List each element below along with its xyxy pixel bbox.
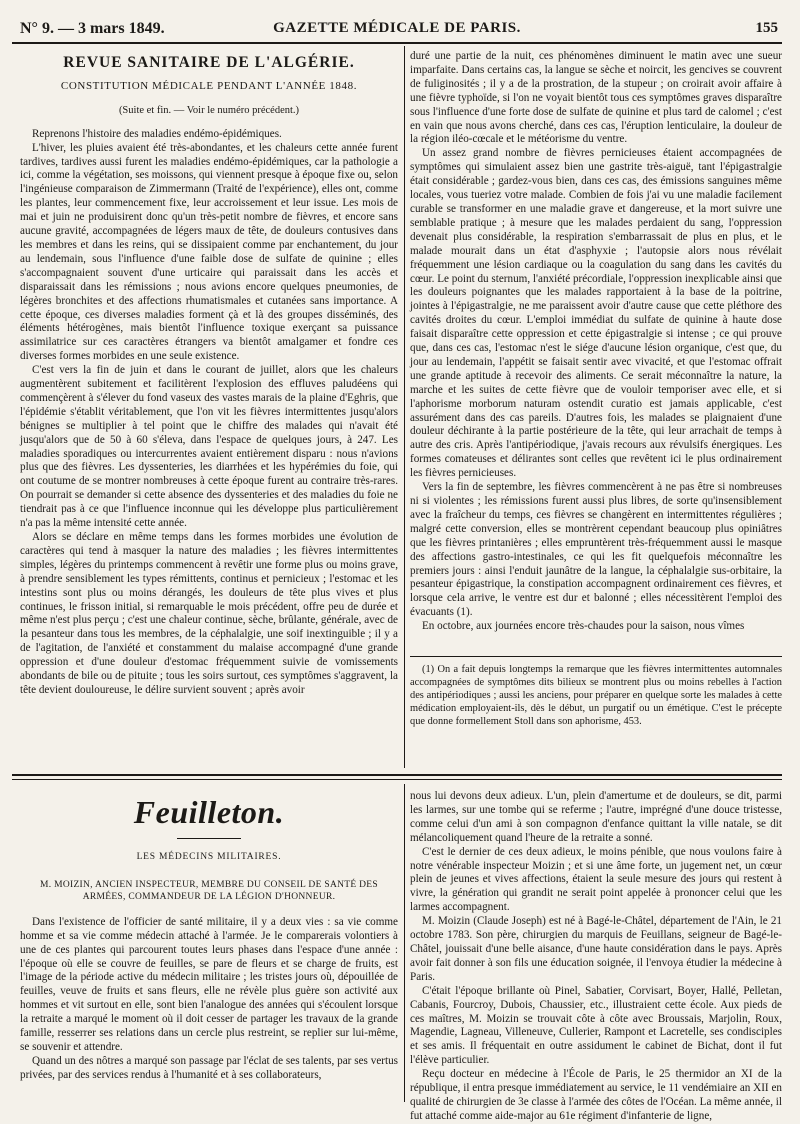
paragraph: C'est le dernier de ces deux adieux, le moins pénible, que nous voulons faire à notre vénérable inspecteur Moizin ; et si une âme forte, un jugement net, un cœur plein de jeunes et vives affections, étaient la seule mesure des jours qui restent à vivre, la génération qui grandit ne serait point appelée à prononcer celui que les larmes accompagnent. xyxy=(410,845,782,914)
paragraph: Dans l'existence de l'officier de santé militaire, il y a deux vies : sa vie comme homme et sa vie comme médecin attaché à l'armée. Je le comparerais volontiers à une de ces plantes qui parcourent toutes leurs phases dans l'espace d'une année : l'époque où elle se couvre de feuilles, se pare de fleurs et se charge de fruits, est l'image de la période active du médecin militaire ; les tristes jours où, dépouillée de feuilles, veuve de fruits et sans fleurs, elle ne révèle plus guère son activité aux hommes et vit surtout en elle, sont bien l'analogue des années qui s'écoulent lorsque la retraite a marqué le moment où il doit cesser de partager les travaux de la grande famille, resserrer ses relations dans un cercle plus restreint, se replier sur lui-même, se souvenir et attendre. xyxy=(20,915,398,1053)
article-title: REVUE SANITAIRE DE L'ALGÉRIE. xyxy=(63,54,355,71)
footnote-text: (1) On a fait depuis longtemps la remarque que les fièvres intermittentes automnales accompagnées de symptômes dits bilieux se montrent plus ou moins rebelles à l'action des antipériodiques ; aussi les anciens, pour préparer en quelque sorte les malades à cette médication employaient-ils, dès le début, un purgatif ou un émétique. C'est le précepte que donne formellement Stoll dans son aphorisme, 453. xyxy=(410,664,782,727)
column-divider xyxy=(404,46,405,768)
continuation-note: (Suite et fin. — Voir le numéro précédent.) xyxy=(118,104,300,116)
paragraph: C'était l'époque brillante où Pinel, Sabatier, Corvisart, Boyer, Hallé, Pelletan, Cabanis, Fourcroy, Dubois, Chaussier, etc., illustraient cette école. Aux pieds de ces maîtres, M. Moizin se trouvait côte à côte avec Broussais, Marjolin, Roux, Magendie, Lagneau, Villeneuve, Cullerier, Rampont et Lacretelle, ses condisciples et ses amis. Il fréquentait en outre assidument le cabinet de Bichat, dont il fut l'élève particulier. xyxy=(410,984,782,1067)
journal-title: GAZETTE MÉDICALE DE PARIS. xyxy=(273,20,521,36)
issue-number: N° 9. — 3 mars 1849. xyxy=(20,20,165,37)
paragraph: En octobre, aux journées encore très-chaudes pour la saison, nous vîmes xyxy=(422,620,745,633)
page-number: 155 xyxy=(755,20,778,36)
page-header xyxy=(12,20,782,44)
biography-heading: M. MOIZIN, ANCIEN INSPECTEUR, MEMBRE DU CONSEIL DE SANTÉ DES ARMÉES, COMMANDEUR DE LA LÉGION D'HONNEUR. xyxy=(39,879,378,903)
article-subtitle: CONSTITUTION MÉDICALE PENDANT L'ANNÉE 1848. xyxy=(60,79,358,92)
paragraph: L'hiver, les pluies avaient été très-abondantes, et les chaleurs cette année furent tardives, tardives aussi furent les maladies endémo-épidémiques, car la pathologie a ici, comme la végétation, ses moissons, qui viennent presque à époque fixe ou, selon l'ingénieuse comparaison de Zimmermann (Traité de l'expérience), elles ont, comme les plantes, leur commencement fixe, leur accroissement et leur issue. Les mois de mai et juin ne produisirent donc qu'un très-petit nombre de fièvres, et encore sans aucune gravité, accompagnées de légers maux de tête, de douleurs contusives dans les membres et dans les reins, qui se dissipaient comme par enchantement, du jour au lendemain, sous l'influence d'une faible dose de sulfate de quinine ; elles s'accompagnaient souvent d'une urticaire qui paraissait dans les accès et disparaissait dans les rémissions ; nous avions encore quelques pneumonies, de légères bronchites et des affections rhumatismales et cutanées sans importance. A cette époque, ces diverses maladies forment çà et là des groupes disséminés, des éléments hétérogènes, mais bientôt l'influence toxique exerçant sa puissance assimilatrice sur ces caractères étrangers va bientôt amalgamer et fondre ces diverses formes morbides en une seule existence. xyxy=(20,141,398,363)
feuilleton-column-1 xyxy=(20,790,398,1105)
feuilleton-rule-bottom xyxy=(12,779,782,780)
feuilleton-column-2 xyxy=(410,790,782,1122)
column-divider xyxy=(404,784,405,1102)
paragraph: Reçu docteur en médecine à l'École de Paris, le 25 thermidor an XI de la république, il entra presque immédiatement au service, le 11 vendémiaire an XII en qualité de chirurgien de 3e classe à l'armée des côtes de l'Océan. La même année, il fut attaché comme aide-major au 61e régiment d'infanterie de ligne, xyxy=(410,1068,782,1122)
paragraph: Quand un des nôtres a marqué son passage par l'éclat de ses talents, par ses vertus privées, par des services rendus à l'humanité et à ses collaborateurs, xyxy=(20,1054,398,1081)
article-column-2 xyxy=(410,50,782,640)
paragraph: Vers la fin de septembre, les fièvres commencèrent à ne pas être si nombreuses ni si violentes ; les rémissions furent aussi plus libres, de sorte qu'insensiblement avec la fraîcheur du temps, ces fièvres se changèrent en intermittentes régulières ; malgré cette conversion, elles se montrèrent cependant beaucoup plus opiniâtres que les fièvres printanières ; elles empruntèrent très-fréquemment aussi le masque des affections gastro-intestinales, ce qui les fit quelquefois méconnaître les premiers jours : ainsi l'enduit jaunâtre de la langue, la céphalalgie sus-orbitaire, la pesanteur épigastrique, la constipation accompagnent ordinairement ces fièvres, et lorsque cela arrive, le ventre est dur et balonné ; elles nécessitèrent l'emploi des évacuants (1). xyxy=(410,481,782,619)
paragraph: Reprenons l'histoire des maladies endémo-épidémiques. xyxy=(32,127,282,140)
paragraph: Un assez grand nombre de fièvres pernicieuses étaient accompagnées de symptômes qui simulaient assez bien une gastrite très-aiguë, tant l'épigastralgie était considérable ; gardez-vous bien, dans ces cas, des émissions sanguines même locales, vous tueriez votre malade. Combien de fois j'ai vu une maladie facilement curable se transformer en une maladie grave et dangereuse, et la mort suivre une semblable pratique ; à mesure que les malades perdaient du sang, l'oppression devenait plus considérable, la respiration s'embarrassait de plus en plus, et le malade mourait dans un état d'asphyxie ; l'autopsie alors nous révélait fréquemment une lésion cardiaque ou la coagulation du sang dans les cavités du cœur. Le point du sternum, l'anxiété précordiale, l'oppression inexplicable ainsi que les douleurs poignantes que les malades rapportaient à la base de la poitrine, jointes à l'épigastralgie, ne me paraissent avoir d'autre cause que cette pléthore des cavités droites du cœur. L'emploi immédiat du sulfate de quinine à haute dose faisait disparaître cette oppression et cette épigastralgie si intense ; ce qui prouve que, dans ces cas, l'estomac n'est le siége d'aucune lésion organique, c'est que, du jour au lendemain, l'appétit se faisait sentir avec vivacité, et que l'estomac offrait une grande aptitude à recevoir des aliments. Ce serait méconnaître la nature, la marche et les suites de cette fièvre que de vouloir temporiser avec elle, et si l'aphorisme morborum naturam ostendit curatio est jamais applicable, c'est assurément dans des cas pareils. D'autres fois, les malades se plaignaient d'une douleur déchirante à la partie postérieure de la tête, qui leur arrachait de temps à autre des cris. Après l'antipériodique, j'avais recours aux révulsifs énergiques. Les formes comateuses et délirantes sont celles que revêtent ici le plus ordinairement les fièvres pernicieuses. xyxy=(410,147,782,480)
paragraph: duré une partie de la nuit, ces phénomènes diminuent le matin avec une sueur imparfaite. Dans certains cas, la langue se sèche et noircit, les gencives se couvrent de fuliginosités ; il y a de la prostration, de la stupeur ; on croirait avoir affaire à une fièvre typhoïde, si l'on ne voyait bientôt tous ces symptômes graves disparaître sous l'influence d'une forte dose de sulfate de quinine et plus tard de calomel ; c'est en vain que nous avons cherché, dans ces cas, l'éruption lenticulaire, la douleur de la région iléo-cœcale et le météorisme du ventre. xyxy=(410,50,782,146)
article-column-1 xyxy=(20,50,398,696)
paragraph: C'est vers la fin de juin et dans le courant de juillet, alors que les chaleurs augmentèrent subitement et facilitèrent l'explosion des effluves paludéens qui commençèrent à s'élever du fond vaseux des vastes marais de la plaine d'Eghris, que l'épidémie s'établit véritablement, que l'on vit les fièvres intermittentes jusqu'alors bénignes se multiplier à tel point que le chiffre des malades qui n'avait été jusqu'alors que de 50 à 60 s'éleva, dans l'espace de quelques jours, à 247. Les maladies sporadiques ou intercurrentes avaient entièrement disparu : nous n'avions plus que des fièvres. Les dyssenteries, les diarrhées et les hypérémies du foie, qui ont coutume de se montrer nombreuses à cette époque furent au contraire très-rares. On pourrait se demander si cette absence des dyssenteries et des maladies du foie ne tiendrait pas à ce que l'influence inconnue qui les développe plus particulièrement n'a pas la même intensité cette année. xyxy=(20,364,398,530)
feuilleton-rule-top xyxy=(12,774,782,776)
feuilleton-title: Feuilleton. xyxy=(133,794,285,830)
paragraph: Alors se déclare en même temps dans les formes morbides une évolution de caractères qui tend à masquer la nature des maladies ; les fièvres intermittentes simples, légères du printemps commencent à revêtir une forme plus ou moins grave, à prendre sensiblement les types rémittents, continus et pernicieux ; l'estomac et les intestins sont plus ou moins dérangés, les douleurs de tête plus vives et plus continues, le frisson initial, si remarquable le mois précédent, offre peu de durée et même n'est plus perçu ; c'est une chaleur continue, sèche, brûlante, générale, avec de la pesanteur dans tous les membres, de la céphalalgie, une soif inextinguible ; il y a de l'agitation, de l'anxiété et constamment du malaise accompagné d'une grande oppression et d'une douleur d'estomac fréquemment suivie de vomissements abondants de bile ou de pituite ; tous les soirs surtout, ces symptômes s'aggravent, la tête devient douloureuse, le délire survient souvent ; après avoir xyxy=(20,531,398,696)
section-title: LES MÉDECINS MILITAIRES. xyxy=(136,851,282,862)
footnote xyxy=(410,664,782,768)
title-rule xyxy=(177,838,241,839)
paragraph: M. Moizin (Claude Joseph) est né à Bagé-le-Châtel, département de l'Ain, le 21 octobre 1783. Son père, chirurgien du marquis de Feuillans, seigneur de Bagé-le-Châtel, jouissait d'une belle aisance, d'une haute considération dans le pays. Après avoir fait donner à son fils une éducation soignée, il l'envoya étudier la médecine à Paris. xyxy=(410,915,782,983)
paragraph: nous lui devons deux adieux. L'un, plein d'amertume et de douleurs, se dit, parmi les larmes, sur une tombe qui se referme ; l'autre, imprégné d'une douce tristesse, comme celui d'un ami à son compagnon d'enfance quittant la ville natale, se dit mélancoliquement quand l'heure de la retraite a sonné. xyxy=(410,790,782,844)
footnote-separator xyxy=(410,656,782,657)
